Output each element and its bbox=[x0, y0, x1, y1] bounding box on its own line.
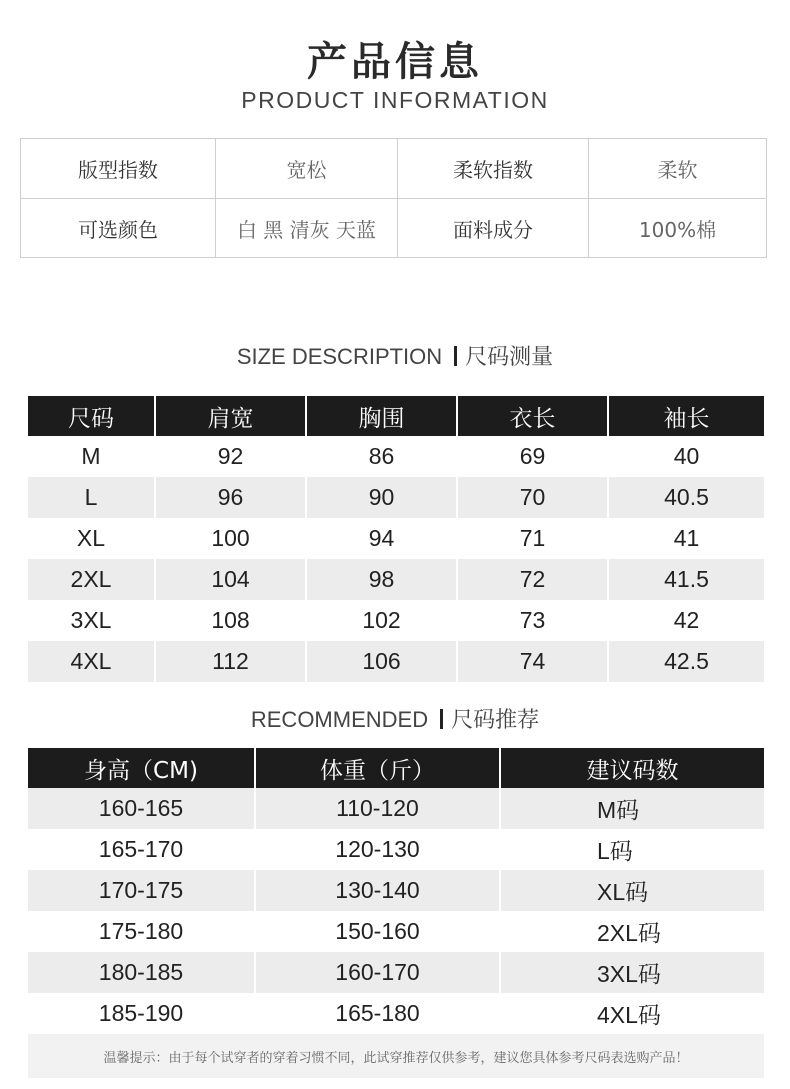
table-cell: 110-120 bbox=[254, 788, 499, 829]
recommend-table-header bbox=[28, 748, 764, 788]
size-section-title-en: SIZE DESCRIPTION bbox=[236, 344, 443, 369]
table-cell: 98 bbox=[305, 559, 456, 600]
info-value-softness: 柔软 bbox=[589, 139, 766, 199]
recommend-section-title-cn: 尺码推荐 bbox=[451, 708, 540, 733]
info-key-fabric: 面料成分 bbox=[398, 199, 589, 258]
table-cell: 3XL bbox=[70, 607, 112, 633]
table-cell: 40.5 bbox=[607, 477, 764, 518]
info-key-softness: 柔软指数 bbox=[398, 139, 589, 199]
table-cell: 94 bbox=[305, 518, 456, 559]
table-cell: 160-170 bbox=[254, 952, 499, 993]
table-cell: 96 bbox=[154, 477, 305, 518]
table-cell: 120-130 bbox=[254, 829, 499, 870]
table-cell: 42.5 bbox=[607, 641, 764, 682]
heading-divider bbox=[440, 709, 443, 729]
page-subtitle: PRODUCT INFORMATION bbox=[241, 87, 549, 113]
table-cell: 4XL bbox=[70, 648, 112, 674]
table-cell: 41 bbox=[607, 518, 764, 559]
info-value-fit: 宽松 bbox=[216, 139, 398, 199]
table-cell: 41.5 bbox=[607, 559, 764, 600]
table-row bbox=[28, 559, 764, 600]
heading-divider bbox=[454, 346, 457, 366]
table-cell: 70 bbox=[456, 477, 607, 518]
table-cell: 4XL码 bbox=[499, 993, 764, 1034]
table-cell: M码 bbox=[499, 788, 764, 829]
table-row bbox=[28, 870, 764, 911]
table-cell: XL bbox=[76, 525, 106, 551]
table-cell: XL码 bbox=[499, 870, 764, 911]
table-cell: 2XL bbox=[70, 566, 112, 592]
table-cell: 180-185 bbox=[98, 959, 184, 985]
table-cell: 160-165 bbox=[98, 795, 184, 821]
table-row bbox=[28, 477, 764, 518]
header-cell-size: 尺码 bbox=[68, 405, 114, 432]
table-row bbox=[28, 788, 764, 829]
table-cell: 86 bbox=[305, 436, 456, 477]
table-cell: 2XL码 bbox=[499, 911, 764, 952]
info-value-fabric: 100%棉 bbox=[638, 218, 717, 242]
recommend-table bbox=[28, 748, 764, 1034]
size-section-heading bbox=[0, 340, 790, 371]
table-row bbox=[28, 600, 764, 641]
table-row bbox=[28, 518, 764, 559]
table-cell: 74 bbox=[456, 641, 607, 682]
table-cell: 106 bbox=[305, 641, 456, 682]
table-cell: 3XL码 bbox=[499, 952, 764, 993]
table-cell: 165-170 bbox=[98, 836, 184, 862]
size-table bbox=[28, 396, 764, 682]
table-cell: 104 bbox=[154, 559, 305, 600]
table-cell: 170-175 bbox=[98, 877, 184, 903]
table-cell: 112 bbox=[154, 641, 305, 682]
table-row bbox=[28, 641, 764, 682]
header-cell-weight: 体重（斤） bbox=[254, 748, 499, 788]
header-cell-chest: 胸围 bbox=[305, 396, 456, 436]
table-cell: 90 bbox=[305, 477, 456, 518]
header-cell-height: 身高（CM) bbox=[84, 757, 198, 784]
table-cell: 40 bbox=[607, 436, 764, 477]
page-title: 产品信息 bbox=[307, 39, 483, 85]
info-key-fit: 版型指数 bbox=[21, 139, 216, 199]
size-table-header bbox=[28, 396, 764, 436]
table-cell: 175-180 bbox=[98, 918, 184, 944]
product-info-table bbox=[20, 138, 767, 258]
size-section-title-cn: 尺码测量 bbox=[465, 345, 554, 370]
table-row bbox=[28, 829, 764, 870]
info-key-colors: 可选颜色 bbox=[21, 199, 216, 258]
info-value-colors: 白 黑 清灰 天蓝 bbox=[216, 199, 398, 258]
header-cell-suggested-size: 建议码数 bbox=[499, 748, 764, 788]
table-cell: 102 bbox=[305, 600, 456, 641]
table-row bbox=[28, 911, 764, 952]
table-cell: 92 bbox=[154, 436, 305, 477]
table-row bbox=[28, 993, 764, 1034]
recommend-section-heading bbox=[0, 703, 790, 734]
table-cell: 42 bbox=[607, 600, 764, 641]
header-cell-length: 衣长 bbox=[456, 396, 607, 436]
table-cell: L码 bbox=[499, 829, 764, 870]
table-cell: 73 bbox=[456, 600, 607, 641]
table-cell: 150-160 bbox=[254, 911, 499, 952]
table-cell: 165-180 bbox=[254, 993, 499, 1034]
table-cell: M bbox=[81, 443, 101, 469]
table-cell: 130-140 bbox=[254, 870, 499, 911]
table-cell: 71 bbox=[456, 518, 607, 559]
table-row bbox=[28, 952, 764, 993]
table-cell: 100 bbox=[154, 518, 305, 559]
fit-tip-note: 温馨提示：由于每个试穿者的穿着习惯不同，此试穿推荐仅供参考，建议您具体参考尺码表选购产品！ bbox=[28, 1034, 764, 1078]
recommend-section-title-en: RECOMMENDED bbox=[250, 707, 429, 732]
table-cell: 72 bbox=[456, 559, 607, 600]
table-cell: 185-190 bbox=[98, 1000, 184, 1026]
table-cell: 69 bbox=[456, 436, 607, 477]
table-cell: 108 bbox=[154, 600, 305, 641]
header-cell-shoulder: 肩宽 bbox=[154, 396, 305, 436]
table-row bbox=[28, 436, 764, 477]
header-cell-sleeve: 袖长 bbox=[607, 396, 764, 436]
table-cell: L bbox=[84, 484, 98, 510]
